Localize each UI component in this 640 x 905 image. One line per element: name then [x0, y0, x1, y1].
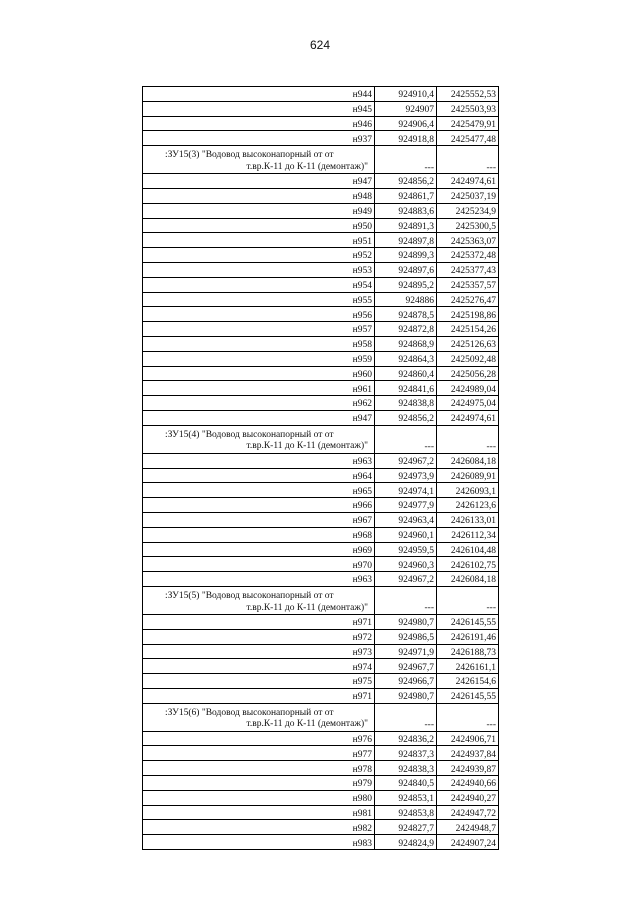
coord-x: 924960,3 [375, 557, 437, 572]
point-name: н975 [143, 674, 375, 689]
coord-x: 924878,5 [375, 307, 437, 322]
coord-x: 924836,2 [375, 731, 437, 746]
table-row [143, 746, 499, 761]
coord-x: 924899,3 [375, 248, 437, 263]
point-name: н947 [143, 174, 375, 189]
coord-y: 2426133,01 [437, 512, 499, 527]
point-name: н983 [143, 835, 375, 850]
table-row [143, 218, 499, 233]
coord-x: 924959,5 [375, 542, 437, 557]
coord-y: 2425300,5 [437, 218, 499, 233]
table-row [143, 835, 499, 850]
point-name: н982 [143, 820, 375, 835]
coord-y: 2424937,84 [437, 746, 499, 761]
coord-x: 924973,9 [375, 468, 437, 483]
table-row [143, 527, 499, 542]
coord-y: 2426084,18 [437, 572, 499, 587]
table-row [143, 674, 499, 689]
coordinates-table-body [143, 87, 499, 850]
coord-x: 924967,7 [375, 659, 437, 674]
coord-y: 2425357,57 [437, 277, 499, 292]
table-row [143, 87, 499, 102]
table-row [143, 557, 499, 572]
point-name: н976 [143, 731, 375, 746]
section-title-line2: т.вр.К-11 до К-11 (демонтаж)" [246, 161, 368, 172]
point-name: н969 [143, 542, 375, 557]
section-title-line1: :ЗУ15(5) "Водовод высоконапорный от от [165, 591, 334, 602]
coord-x: 924971,9 [375, 644, 437, 659]
table-row [143, 644, 499, 659]
point-name: н956 [143, 307, 375, 322]
point-name: н973 [143, 644, 375, 659]
coord-y: 2426154,6 [437, 674, 499, 689]
coord-y: 2426084,18 [437, 453, 499, 468]
table-row [143, 366, 499, 381]
point-name: н971 [143, 614, 375, 629]
table-row [143, 629, 499, 644]
coord-y: 2426123,6 [437, 498, 499, 513]
point-name: н977 [143, 746, 375, 761]
coord-x: 924872,8 [375, 322, 437, 337]
coord-y: 2426089,91 [437, 468, 499, 483]
table-row [143, 731, 499, 746]
section-title-line1: :ЗУ15(6) "Водовод высоконапорный от от [165, 707, 334, 718]
section-header-row [143, 425, 499, 453]
coord-x: 924960,1 [375, 527, 437, 542]
point-name: н945 [143, 101, 375, 116]
table-row [143, 381, 499, 396]
coord-y: 2425056,28 [437, 366, 499, 381]
table-row [143, 410, 499, 425]
section-title-line2: т.вр.К-11 до К-11 (демонтаж)" [246, 441, 368, 452]
coord-x: 924895,2 [375, 277, 437, 292]
page-number: 624 [309, 38, 331, 52]
table-row [143, 307, 499, 322]
coord-x: 924856,2 [375, 174, 437, 189]
section-title [143, 146, 375, 174]
coord-x: 924986,5 [375, 629, 437, 644]
coord-x: 924837,3 [375, 746, 437, 761]
coord-y: 2425276,47 [437, 292, 499, 307]
table-row [143, 277, 499, 292]
table-row [143, 761, 499, 776]
coord-y: 2425503,93 [437, 101, 499, 116]
point-name: н952 [143, 248, 375, 263]
point-name: н961 [143, 381, 375, 396]
point-name: н965 [143, 483, 375, 498]
coord-y: 2426145,55 [437, 688, 499, 703]
coord-x: 924967,2 [375, 453, 437, 468]
point-name: н967 [143, 512, 375, 527]
coord-x: 924980,7 [375, 614, 437, 629]
table-row [143, 131, 499, 146]
coord-y: 2424989,04 [437, 381, 499, 396]
point-name: н970 [143, 557, 375, 572]
coord-x: 924897,6 [375, 262, 437, 277]
coord-x: 924967,2 [375, 572, 437, 587]
table-row [143, 468, 499, 483]
coord-y: 2425372,48 [437, 248, 499, 263]
table-row [143, 203, 499, 218]
coord-x: 924827,7 [375, 820, 437, 835]
point-name: н979 [143, 776, 375, 791]
table-row [143, 659, 499, 674]
point-name: н959 [143, 351, 375, 366]
table-row [143, 572, 499, 587]
point-name: н948 [143, 188, 375, 203]
coord-y: 2424974,61 [437, 174, 499, 189]
table-row [143, 174, 499, 189]
point-name: н958 [143, 336, 375, 351]
section-title-line2: т.вр.К-11 до К-11 (демонтаж)" [246, 602, 368, 613]
coord-y: 2426161,1 [437, 659, 499, 674]
section-title-line1: :ЗУ15(3) "Водовод высоконапорный от от [165, 150, 334, 161]
coord-y: 2426102,75 [437, 557, 499, 572]
coord-x: 924838,3 [375, 761, 437, 776]
coord-x: 924838,8 [375, 396, 437, 411]
table-row [143, 688, 499, 703]
point-name: н964 [143, 468, 375, 483]
point-name: н966 [143, 498, 375, 513]
coord-x: 924860,4 [375, 366, 437, 381]
point-name: н949 [143, 203, 375, 218]
coord-x: --- [375, 146, 437, 174]
coord-y: 2425479,91 [437, 116, 499, 131]
coord-x: 924853,8 [375, 805, 437, 820]
coord-x: --- [375, 703, 437, 731]
coord-y: 2425234,9 [437, 203, 499, 218]
coord-y: 2426188,73 [437, 644, 499, 659]
coord-x: 924886 [375, 292, 437, 307]
point-name: н951 [143, 233, 375, 248]
table-row [143, 483, 499, 498]
coord-y: 2425037,19 [437, 188, 499, 203]
coord-y: --- [437, 703, 499, 731]
coord-x: 924897,8 [375, 233, 437, 248]
table-row [143, 776, 499, 791]
point-name: н971 [143, 688, 375, 703]
point-name: н947 [143, 410, 375, 425]
table-row [143, 396, 499, 411]
table-row [143, 292, 499, 307]
coord-y: 2425477,48 [437, 131, 499, 146]
point-name: н978 [143, 761, 375, 776]
table-row [143, 614, 499, 629]
coord-y: 2426145,55 [437, 614, 499, 629]
point-name: н937 [143, 131, 375, 146]
section-title [143, 586, 375, 614]
table-row [143, 512, 499, 527]
coord-y: 2425363,07 [437, 233, 499, 248]
coord-y: --- [437, 146, 499, 174]
point-name: н955 [143, 292, 375, 307]
table-row [143, 101, 499, 116]
section-header-row [143, 586, 499, 614]
coord-y: 2424907,24 [437, 835, 499, 850]
coord-y: --- [437, 586, 499, 614]
table-row [143, 805, 499, 820]
coord-x: 924841,6 [375, 381, 437, 396]
coord-x: 924910,4 [375, 87, 437, 102]
coord-y: 2425092,48 [437, 351, 499, 366]
coord-y: 2424947,72 [437, 805, 499, 820]
section-title-line1: :ЗУ15(4) "Водовод высоконапорный от от [165, 429, 334, 440]
table-row [143, 498, 499, 513]
coord-x: 924906,4 [375, 116, 437, 131]
coord-x: --- [375, 586, 437, 614]
coord-x: 924861,7 [375, 188, 437, 203]
point-name: н954 [143, 277, 375, 292]
table-row [143, 351, 499, 366]
point-name: н972 [143, 629, 375, 644]
coord-y: 2425126,63 [437, 336, 499, 351]
coord-y: --- [437, 425, 499, 453]
coord-x: 924963,4 [375, 512, 437, 527]
coord-x: 924853,1 [375, 790, 437, 805]
point-name: н950 [143, 218, 375, 233]
coord-x: 924918,8 [375, 131, 437, 146]
coord-x: 924891,3 [375, 218, 437, 233]
point-name: н960 [143, 366, 375, 381]
coord-y: 2424940,27 [437, 790, 499, 805]
coord-x: 924977,9 [375, 498, 437, 513]
coord-y: 2426104,48 [437, 542, 499, 557]
coord-x: 924974,1 [375, 483, 437, 498]
coord-x: 924883,6 [375, 203, 437, 218]
section-title-line2: т.вр.К-11 до К-11 (демонтаж)" [246, 719, 368, 730]
table-row [143, 336, 499, 351]
coord-y: 2424948,7 [437, 820, 499, 835]
point-name: н957 [143, 322, 375, 337]
point-name: н963 [143, 453, 375, 468]
coord-x: 924864,3 [375, 351, 437, 366]
table-row [143, 790, 499, 805]
coord-x: --- [375, 425, 437, 453]
section-title [143, 703, 375, 731]
coord-y: 2424906,71 [437, 731, 499, 746]
table-row [143, 322, 499, 337]
point-name: н980 [143, 790, 375, 805]
coord-y: 2424974,61 [437, 410, 499, 425]
point-name: н974 [143, 659, 375, 674]
coord-y: 2424975,04 [437, 396, 499, 411]
coord-y: 2426112,34 [437, 527, 499, 542]
table-row [143, 453, 499, 468]
point-name: н962 [143, 396, 375, 411]
coord-x: 924966,7 [375, 674, 437, 689]
coord-x: 924907 [375, 101, 437, 116]
point-name: н944 [143, 87, 375, 102]
section-header-row [143, 703, 499, 731]
coord-y: 2424940,66 [437, 776, 499, 791]
point-name: н963 [143, 572, 375, 587]
coord-x: 924824,9 [375, 835, 437, 850]
table-row [143, 820, 499, 835]
coord-y: 2425552,53 [437, 87, 499, 102]
coord-x: 924856,2 [375, 410, 437, 425]
table-row [143, 188, 499, 203]
point-name: н981 [143, 805, 375, 820]
table-row [143, 116, 499, 131]
point-name: н968 [143, 527, 375, 542]
coord-y: 2426093,1 [437, 483, 499, 498]
coord-x: 924980,7 [375, 688, 437, 703]
table-row [143, 233, 499, 248]
coord-y: 2424939,87 [437, 761, 499, 776]
section-header-row [143, 146, 499, 174]
coordinates-table [142, 86, 499, 850]
point-name: н953 [143, 262, 375, 277]
table-row [143, 542, 499, 557]
point-name: н946 [143, 116, 375, 131]
coord-x: 924840,5 [375, 776, 437, 791]
coord-y: 2425154,26 [437, 322, 499, 337]
coord-y: 2425198,86 [437, 307, 499, 322]
section-title [143, 425, 375, 453]
coord-y: 2426191,46 [437, 629, 499, 644]
table-row [143, 248, 499, 263]
coord-x: 924868,9 [375, 336, 437, 351]
coord-y: 2425377,43 [437, 262, 499, 277]
table-row [143, 262, 499, 277]
